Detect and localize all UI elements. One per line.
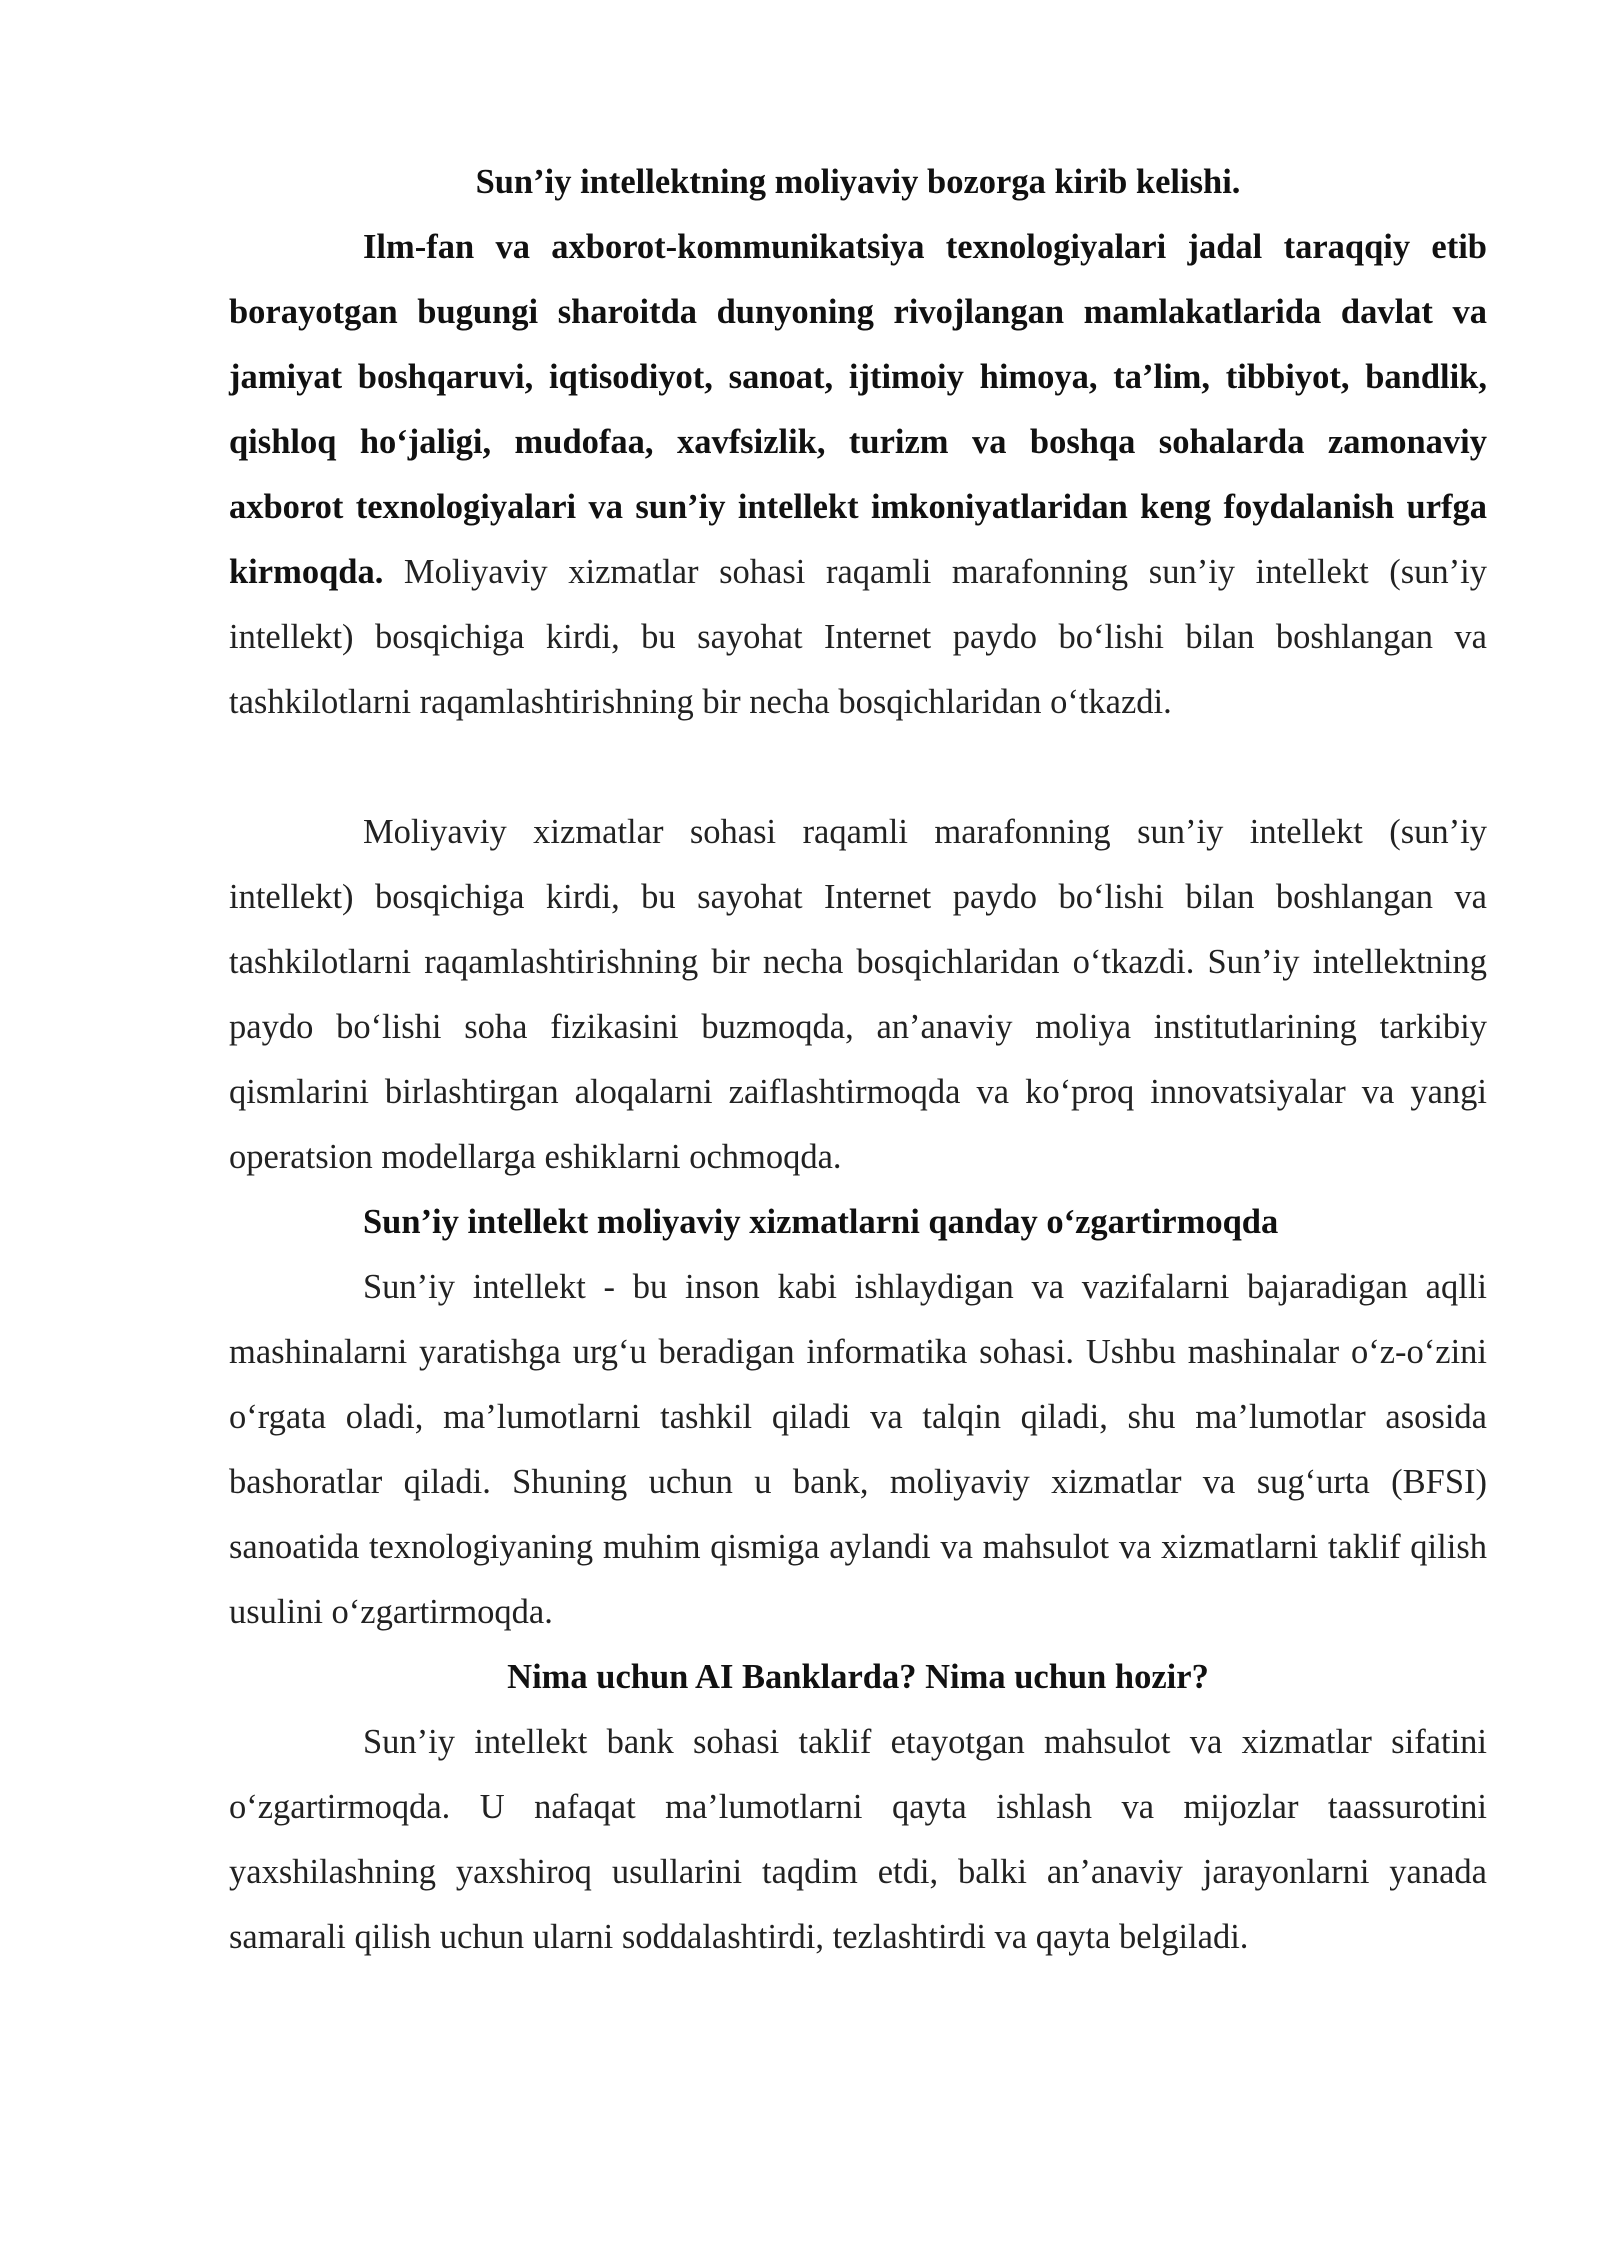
section-heading-transformation: Sun’iy intellekt moliyaviy xizmatlarni qanday o‘zgartirmoqda — [363, 1203, 1279, 1241]
document-body — [229, 150, 1487, 1970]
intro-bold-text: Ilm-fan va axborot-kommunikatsiya texnologiyalari jadal taraqqiy etib borayotgan bugungi sharoitda dunyoning rivojlangan mamlakatlarida davlat va jamiyat boshqaruvi, iqtisodiyot, sanoat, ijtimoiy himoya, ta’lim, tibbiyot, bandlik, qishloq ho‘jaligi, mudofaa, xavfsizlik, turizm va boshqa sohalarda zamonaviy axborot texnologiyalari va sun’iy intellekt imkoniyatlaridan keng foydalanish urfga kirmoqda. — [229, 228, 1487, 591]
intro-regular-text: Moliyaviy xizmatlar sohasi raqamli marafonning sun’iy intellekt (sun’iy intellekt) bosqichiga kirdi, bu sayohat Internet paydo bo‘lishi bilan boshlangan va tashkilotlarni raqamlashtirishning bir necha bosqichlaridan o‘tkazdi. — [229, 553, 1487, 721]
intro-paragraph — [229, 215, 1487, 735]
section-heading-ai-banks: Nima uchun AI Banklarda? Nima uchun hozir? — [507, 1658, 1209, 1696]
paragraph-spacer — [229, 735, 1487, 800]
paragraph-4: Sun’iy intellekt bank sohasi taklif etayotgan mahsulot va xizmatlar sifatini o‘zgartirmoqda. U nafaqat ma’lumotlarni qayta ishlash va mijozlar taassurotini yaxshilashning yaxshiroq usullarini taqdim etdi, balki an’anaviy jarayonlarni yanada samarali qilish uchun ularni soddalashtirdi, tezlashtirdi va qayta belgiladi. — [229, 1723, 1487, 1956]
paragraph-2: Moliyaviy xizmatlar sohasi raqamli marafonning sun’iy intellekt (sun’iy intellekt) bosqichiga kirdi, bu sayohat Internet paydo bo‘lishi bilan boshlangan va tashkilotlarni raqamlashtirishning bir necha bosqichlaridan o‘tkazdi. Sun’iy intellektning paydo bo‘lishi soha fizikasini buzmoqda, an’anaviy moliya institutlarining tarkibiy qismlarini birlashtirgan aloqalarni zaiflashtirmoqda va ko‘proq innovatsiyalar va yangi operatsion modellarga eshiklarni ochmoqda. — [229, 813, 1487, 1176]
document-title: Sun’iy intellektning moliyaviy bozorga kirib kelishi. — [475, 163, 1241, 201]
paragraph-3: Sun’iy intellekt - bu inson kabi ishlaydigan va vazifalarni bajaradigan aqlli mashinalarni yaratishga urg‘u beradigan informatika sohasi. Ushbu mashinalar o‘z-o‘zini o‘rgata oladi, ma’lumotlarni tashkil qiladi va talqin qiladi, shu ma’lumotlar asosida bashoratlar qiladi. Shuning uchun u bank, moliyaviy xizmatlar va sug‘urta (BFSI) sanoatida texnologiyaning muhim qismiga aylandi va mahsulot va xizmatlarni taklif qilish usulini o‘zgartirmoqda. — [229, 1268, 1487, 1631]
